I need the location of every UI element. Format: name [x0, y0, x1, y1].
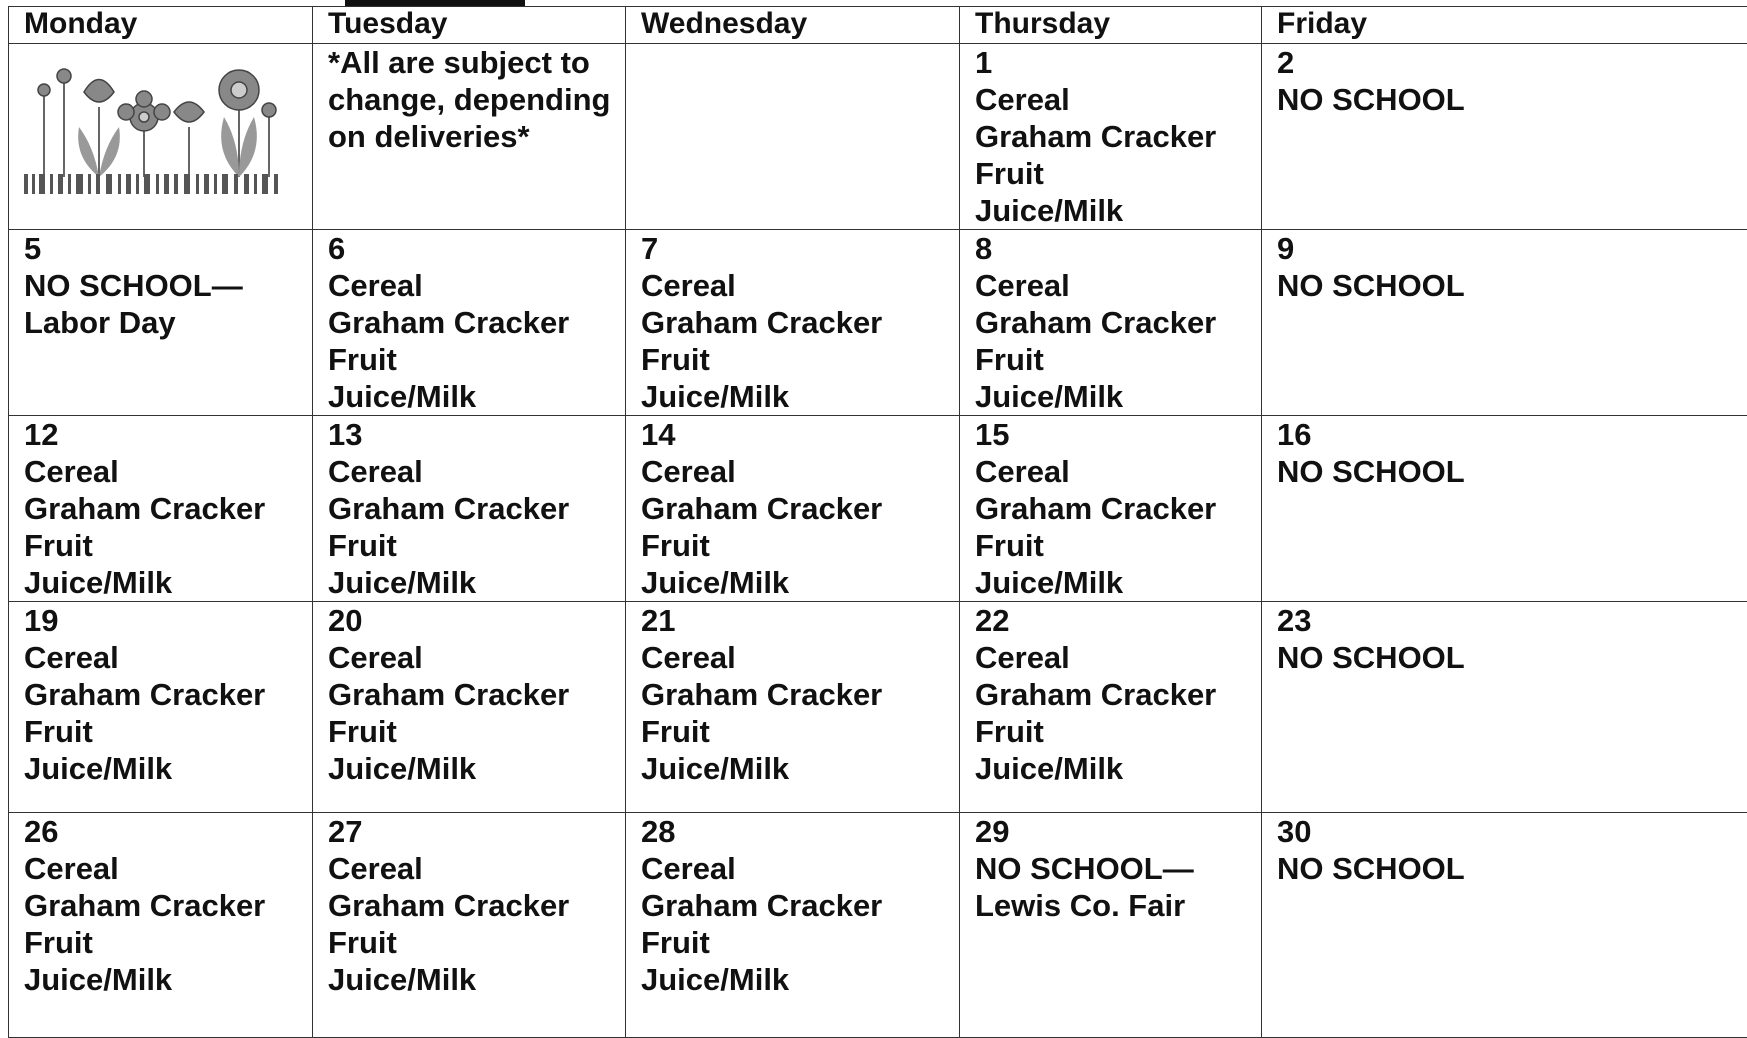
header-thursday: Thursday	[960, 7, 1262, 44]
menu-item: Juice/Milk	[975, 750, 1261, 787]
menu-item: Fruit	[975, 341, 1261, 378]
no-school-label: NO SCHOOL	[1277, 453, 1747, 490]
calendar-cell	[1262, 44, 1747, 230]
calendar-cell	[626, 813, 960, 1038]
menu-item: Juice/Milk	[975, 192, 1261, 229]
breakfast-calendar	[8, 6, 1747, 1038]
menu-item: Fruit	[641, 341, 959, 378]
calendar-cell	[960, 44, 1262, 230]
menu-item: Juice/Milk	[328, 564, 625, 601]
no-school-label: NO SCHOOL	[1277, 267, 1747, 304]
week-row	[9, 44, 1747, 230]
menu-item: Juice/Milk	[328, 750, 625, 787]
menu-item: Cereal	[328, 850, 625, 887]
menu-item: Juice/Milk	[641, 378, 959, 415]
menu-item: Cereal	[328, 453, 625, 490]
flowers-illustration-icon	[24, 52, 282, 194]
calendar-cell	[626, 230, 960, 416]
day-number: 9	[1277, 230, 1747, 267]
day-number: 1	[975, 44, 1261, 81]
calendar-cell	[313, 44, 626, 230]
day-number: 20	[328, 602, 625, 639]
menu-item: Graham Cracker	[328, 490, 625, 527]
menu-item: Fruit	[328, 713, 625, 750]
menu-item: Graham Cracker	[641, 887, 959, 924]
menu-item: Graham Cracker	[328, 887, 625, 924]
header-tuesday: Tuesday	[313, 7, 626, 44]
weekday-header-row	[9, 7, 1747, 44]
menu-item: Cereal	[975, 639, 1261, 676]
menu-item: Fruit	[24, 924, 312, 961]
event-label: Lewis Co. Fair	[975, 887, 1261, 924]
no-school-label: NO SCHOOL—	[975, 850, 1261, 887]
calendar-cell	[9, 44, 313, 230]
no-school-label: NO SCHOOL	[1277, 850, 1747, 887]
calendar-cell	[960, 230, 1262, 416]
menu-item: Juice/Milk	[328, 378, 625, 415]
day-number: 27	[328, 813, 625, 850]
day-number: 29	[975, 813, 1261, 850]
menu-item: Fruit	[641, 527, 959, 564]
menu-item: Cereal	[24, 850, 312, 887]
menu-item: Cereal	[641, 453, 959, 490]
holiday-label: Labor Day	[24, 304, 312, 341]
week-row	[9, 416, 1747, 602]
menu-item: Fruit	[975, 713, 1261, 750]
calendar-cell	[9, 416, 313, 602]
calendar-cell	[313, 813, 626, 1038]
menu-item: Graham Cracker	[975, 118, 1261, 155]
calendar-cell	[9, 813, 313, 1038]
menu-item: Fruit	[975, 155, 1261, 192]
menu-item: Cereal	[641, 639, 959, 676]
menu-item: Cereal	[975, 267, 1261, 304]
menu-item: Cereal	[975, 453, 1261, 490]
menu-item: Juice/Milk	[641, 750, 959, 787]
menu-item: Juice/Milk	[24, 961, 312, 998]
menu-item: Cereal	[328, 639, 625, 676]
no-school-label: NO SCHOOL—	[24, 267, 312, 304]
menu-item: Fruit	[24, 527, 312, 564]
menu-item: Fruit	[328, 341, 625, 378]
day-number: 30	[1277, 813, 1747, 850]
menu-item: Graham Cracker	[328, 676, 625, 713]
menu-item: Graham Cracker	[641, 490, 959, 527]
menu-item: Fruit	[328, 924, 625, 961]
calendar-cell	[1262, 602, 1747, 813]
day-number: 14	[641, 416, 959, 453]
calendar-cell	[9, 602, 313, 813]
menu-item: Graham Cracker	[975, 304, 1261, 341]
day-number: 28	[641, 813, 959, 850]
menu-item: Cereal	[641, 850, 959, 887]
calendar-cell	[626, 416, 960, 602]
day-number: 8	[975, 230, 1261, 267]
menu-item: Juice/Milk	[328, 961, 625, 998]
calendar-cell	[626, 602, 960, 813]
day-number: 6	[328, 230, 625, 267]
calendar-cell	[1262, 416, 1747, 602]
calendar-cell	[960, 813, 1262, 1038]
menu-item: Cereal	[24, 453, 312, 490]
day-number: 19	[24, 602, 312, 639]
menu-item: Fruit	[975, 527, 1261, 564]
menu-item: Juice/Milk	[975, 378, 1261, 415]
menu-item: Juice/Milk	[641, 961, 959, 998]
menu-item: Graham Cracker	[641, 304, 959, 341]
day-number: 26	[24, 813, 312, 850]
day-number: 12	[24, 416, 312, 453]
menu-item: Graham Cracker	[975, 676, 1261, 713]
day-number: 23	[1277, 602, 1747, 639]
week-row	[9, 602, 1747, 813]
calendar-cell	[313, 230, 626, 416]
menu-item: Cereal	[641, 267, 959, 304]
calendar-cell	[1262, 230, 1747, 416]
week-row	[9, 813, 1747, 1038]
header-friday: Friday	[1262, 7, 1747, 44]
header-monday: Monday	[9, 7, 313, 44]
menu-item: Juice/Milk	[641, 564, 959, 601]
menu-item: Juice/Milk	[975, 564, 1261, 601]
day-number: 2	[1277, 44, 1747, 81]
no-school-label: NO SCHOOL	[1277, 81, 1747, 118]
menu-item: Graham Cracker	[641, 676, 959, 713]
menu-item: Fruit	[328, 527, 625, 564]
menu-item: Graham Cracker	[24, 887, 312, 924]
day-number: 15	[975, 416, 1261, 453]
calendar-cell	[9, 230, 313, 416]
calendar-cell	[626, 44, 960, 230]
menu-item: Juice/Milk	[24, 564, 312, 601]
calendar-cell	[1262, 813, 1747, 1038]
day-number: 21	[641, 602, 959, 639]
calendar-cell	[960, 416, 1262, 602]
header-wednesday: Wednesday	[626, 7, 960, 44]
day-number: 22	[975, 602, 1261, 639]
menu-item: Graham Cracker	[24, 676, 312, 713]
calendar-cell	[313, 416, 626, 602]
menu-item: Juice/Milk	[24, 750, 312, 787]
menu-item: Graham Cracker	[328, 304, 625, 341]
delivery-note: *All are subject to change, depending on deliveries*	[328, 44, 625, 155]
day-number: 16	[1277, 416, 1747, 453]
day-number: 5	[24, 230, 312, 267]
week-row	[9, 230, 1747, 416]
menu-item: Graham Cracker	[975, 490, 1261, 527]
menu-item: Graham Cracker	[24, 490, 312, 527]
menu-item: Cereal	[975, 81, 1261, 118]
menu-item: Fruit	[641, 924, 959, 961]
calendar-cell	[960, 602, 1262, 813]
menu-item: Fruit	[641, 713, 959, 750]
menu-item: Cereal	[328, 267, 625, 304]
menu-item: Cereal	[24, 639, 312, 676]
calendar-cell	[313, 602, 626, 813]
menu-item: Fruit	[24, 713, 312, 750]
day-number: 13	[328, 416, 625, 453]
day-number: 7	[641, 230, 959, 267]
no-school-label: NO SCHOOL	[1277, 639, 1747, 676]
